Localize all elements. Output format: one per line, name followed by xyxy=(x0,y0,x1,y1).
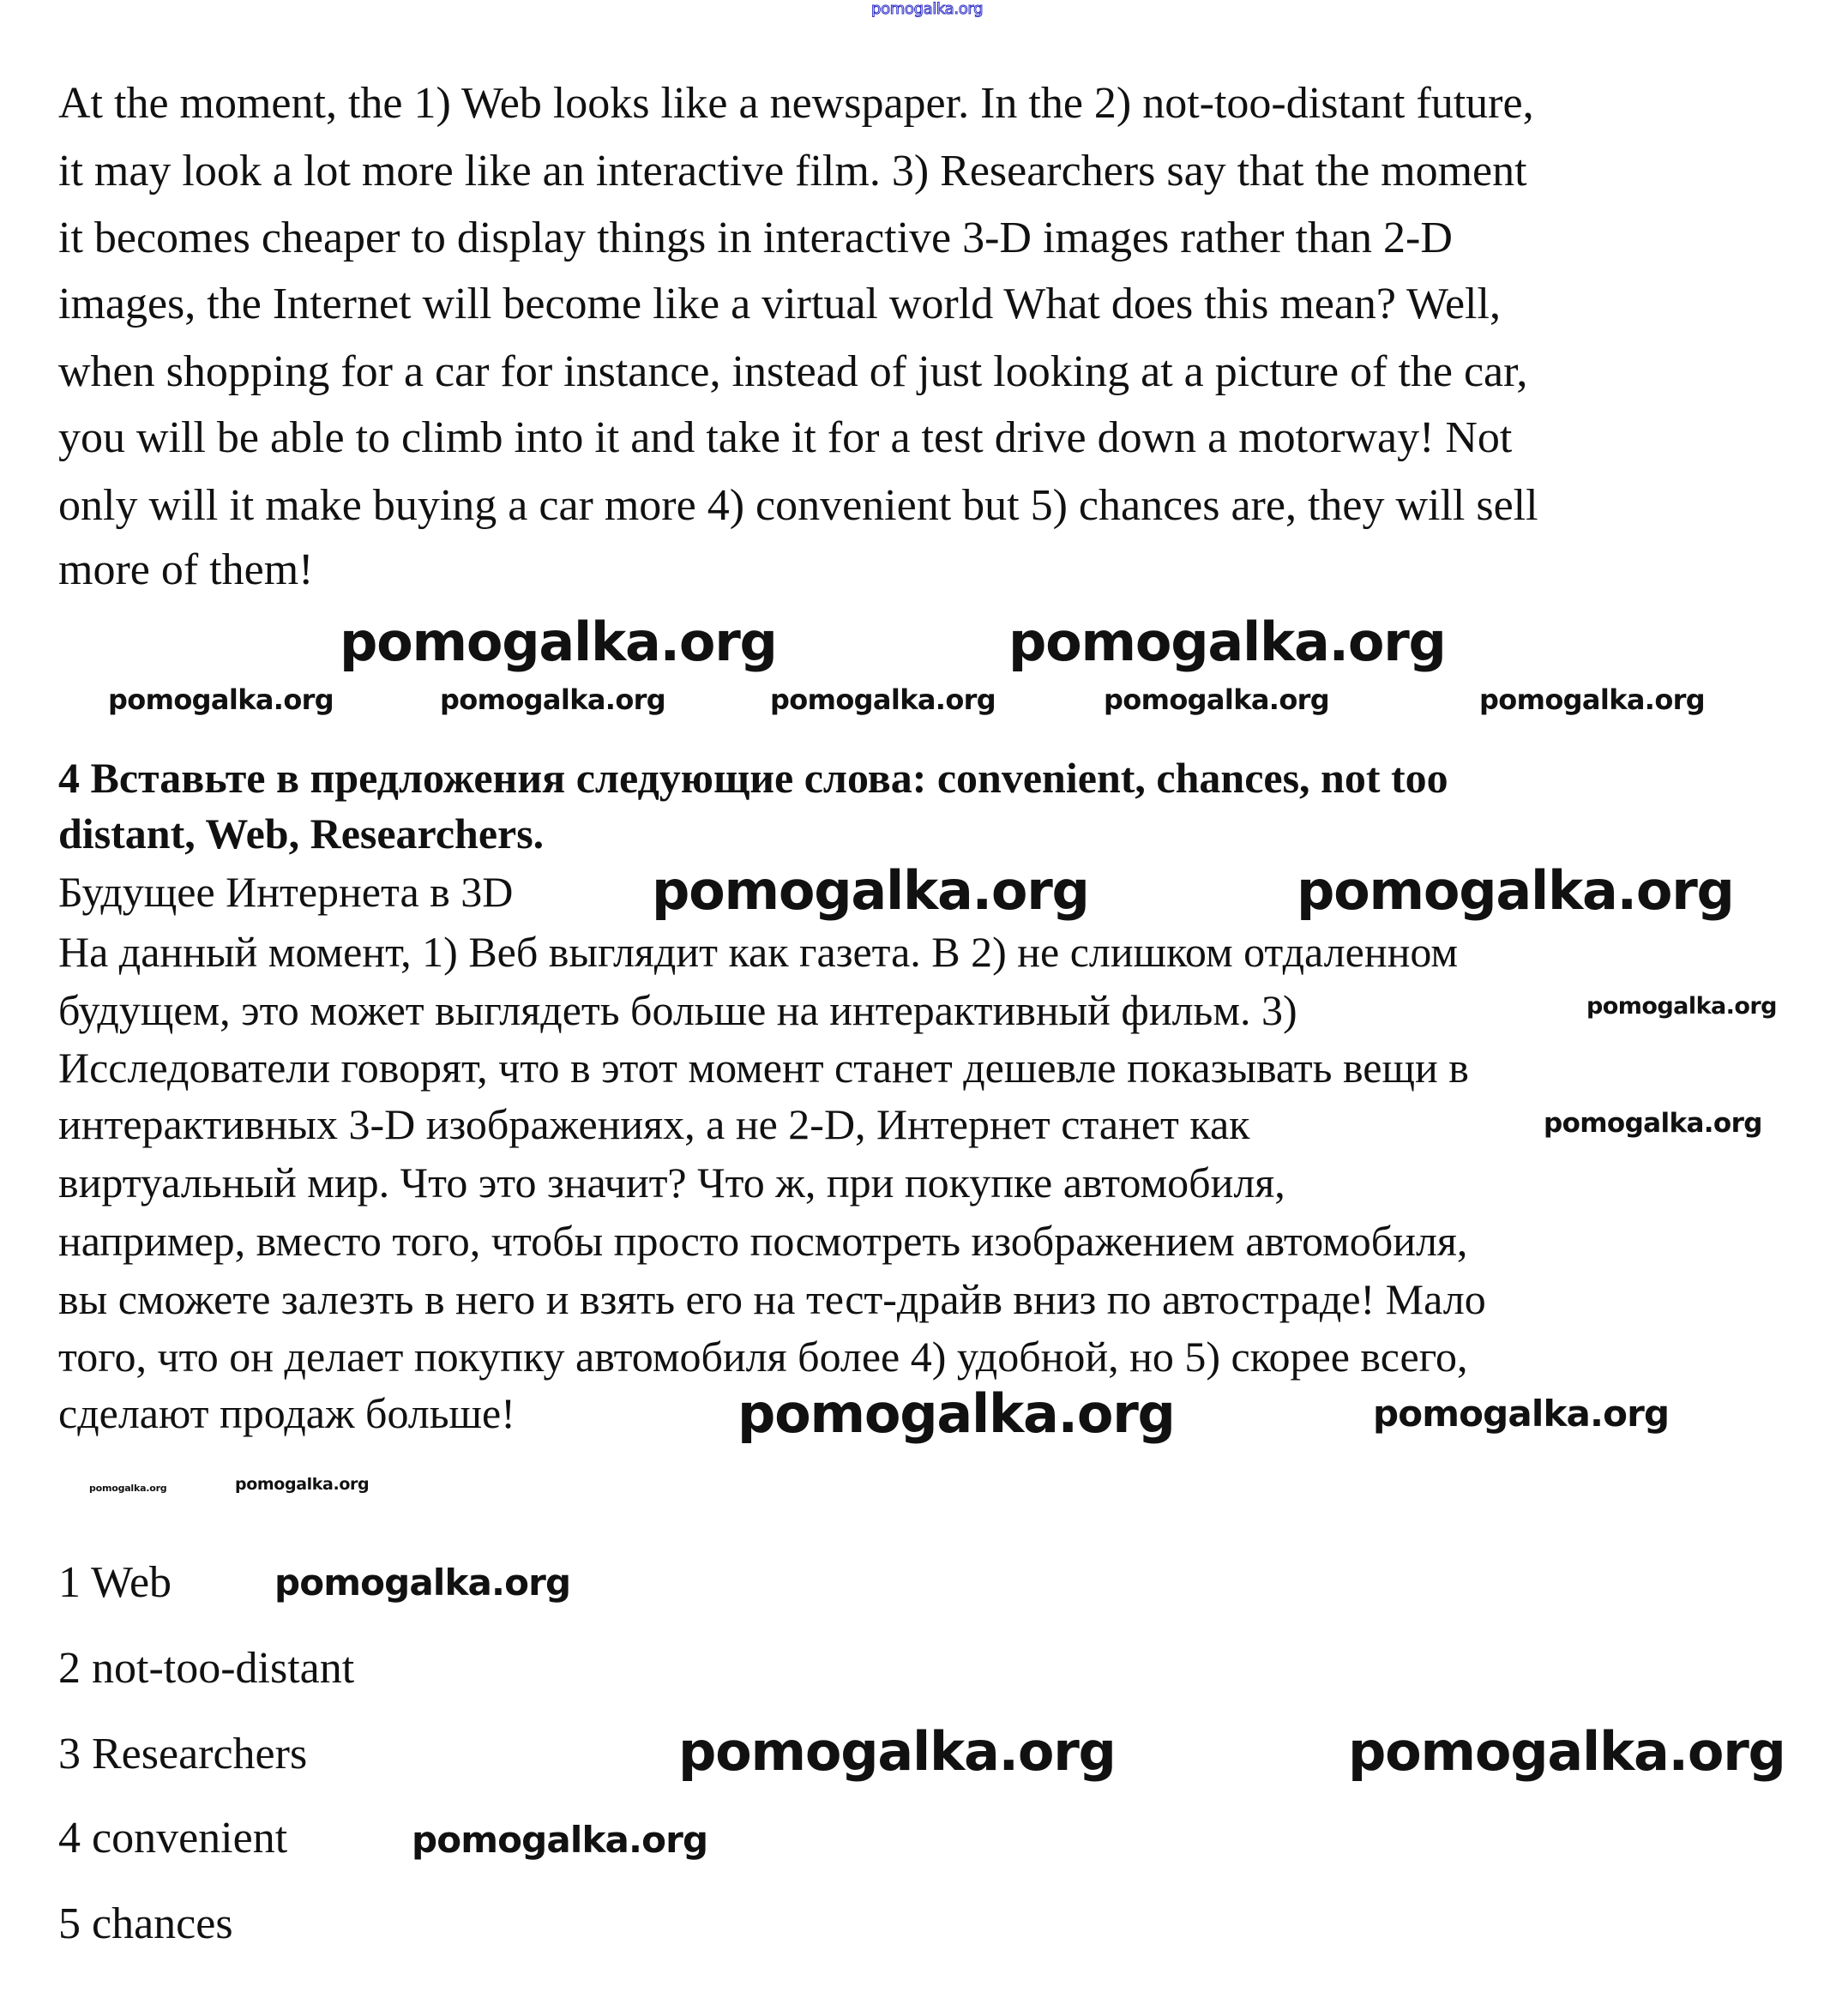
text-line: вы сможете залезть в него и взять его на тест-драйв вниз по автостраде! Мало xyxy=(58,1275,1486,1323)
answer-item: 4 convenient xyxy=(58,1814,288,1863)
text-line: more of them! xyxy=(58,545,314,594)
watermark: pomogalka.org xyxy=(1297,859,1734,922)
watermark: pomogalka.org xyxy=(1348,1720,1785,1783)
answer-item: 1 Web xyxy=(58,1558,172,1607)
watermark: pomogalka.org xyxy=(1479,683,1706,716)
text-line: when shopping for a car for instance, instead of just looking at a picture of the car, xyxy=(58,347,1528,396)
text-line: виртуальный мир. Что это значит? Что ж, при покупке автомобиля, xyxy=(58,1158,1285,1207)
answer-item: 3 Researchers xyxy=(58,1730,308,1778)
text-line: it may look a lot more like an interactive film. 3) Researchers say that the moment xyxy=(58,147,1527,196)
text-line: images, the Internet will become like a virtual world What does this mean? Well, xyxy=(58,280,1501,328)
text-line: At the moment, the 1) Web looks like a newspaper. In the 2) not-too-distant future, xyxy=(58,79,1534,128)
text-line: Исследователи говорят, что в этот момент станет дешевле показывать вещи в xyxy=(58,1044,1469,1092)
watermark: pomogalka.org xyxy=(1104,683,1330,716)
watermark: pomogalka.org xyxy=(1586,993,1777,1020)
watermark: pomogalka.org xyxy=(1008,611,1446,673)
answer-item: 2 not-too-distant xyxy=(58,1644,355,1693)
watermark: pomogalka.org xyxy=(652,859,1089,922)
heading-line: 4 Вставьте в предложения следующие слова: convenient, chances, not too xyxy=(58,754,1448,802)
text-line: only will it make buying a car more 4) convenient but 5) chances are, they will sell xyxy=(58,481,1538,530)
watermark: pomogalka.org xyxy=(770,683,996,716)
text-line: сделают продаж больше! xyxy=(58,1389,515,1437)
watermark: pomogalka.org xyxy=(274,1562,571,1604)
text-line: интерактивных 3-D изображениях, а не 2-D, Интернет станет как xyxy=(58,1100,1250,1148)
watermark: pomogalka.org xyxy=(871,0,984,18)
text-line: того, что он делает покупку автомобиля более 4) удобной, но 5) скорее всего, xyxy=(58,1333,1468,1381)
text-line: например, вместо того, чтобы просто посмотреть изображением автомобиля, xyxy=(58,1217,1468,1265)
text-line: На данный момент, 1) Веб выглядит как газета. В 2) не слишком отдаленном xyxy=(58,928,1459,976)
watermark: pomogalka.org xyxy=(235,1475,370,1494)
watermark: pomogalka.org xyxy=(737,1382,1175,1445)
watermark: pomogalka.org xyxy=(440,683,666,716)
watermark: pomogalka.org xyxy=(108,683,334,716)
text-line: you will be able to climb into it and take it for a test drive down a motorway! Not xyxy=(58,413,1513,462)
watermark: pomogalka.org xyxy=(1544,1108,1762,1139)
watermark: pomogalka.org xyxy=(1373,1393,1670,1435)
watermark: pomogalka.org xyxy=(678,1720,1116,1783)
watermark: pomogalka.org xyxy=(89,1483,167,1494)
text-line: будущем, это может выглядеть больше на интерактивный фильм. 3) xyxy=(58,986,1297,1034)
text-line: it becomes cheaper to display things in interactive 3-D images rather than 2-D xyxy=(58,214,1453,262)
watermark: pomogalka.org xyxy=(340,611,777,673)
russian-title: Будущее Интернета в 3D xyxy=(58,868,514,916)
watermark: pomogalka.org xyxy=(412,1819,708,1861)
heading-line: distant, Web, Researchers. xyxy=(58,809,545,858)
answer-item: 5 chances xyxy=(58,1899,233,1948)
